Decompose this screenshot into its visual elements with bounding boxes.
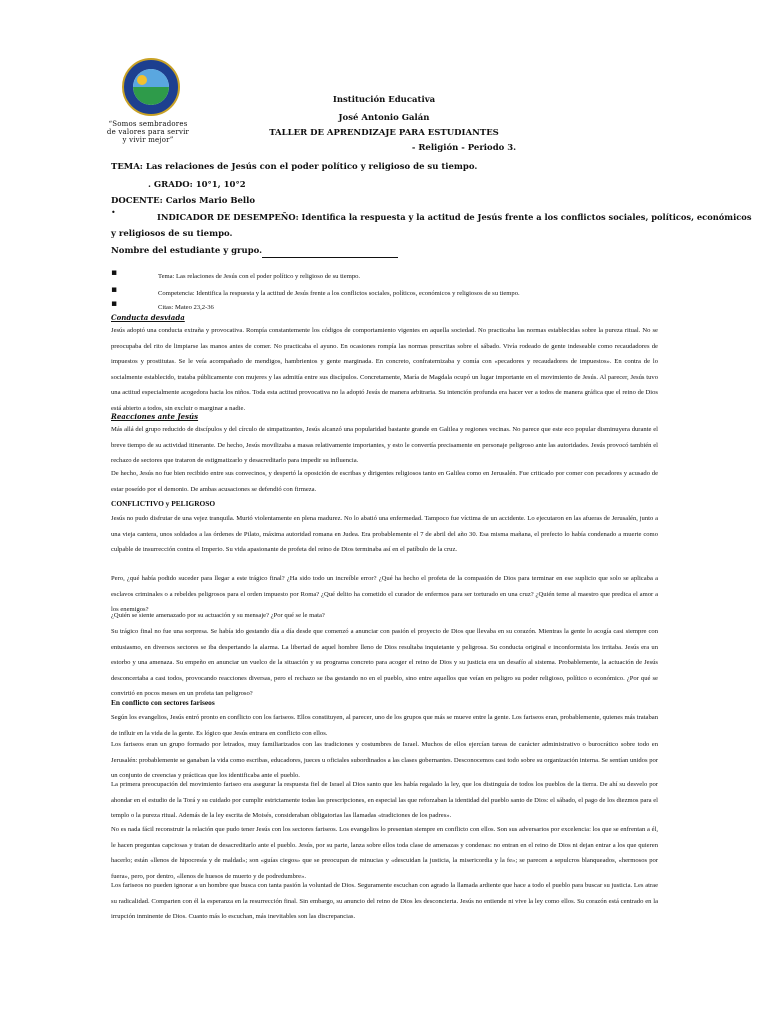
bullet-marker: ▪ bbox=[111, 268, 118, 278]
school-seal-icon bbox=[122, 58, 180, 116]
indicator-line bbox=[157, 212, 752, 222]
indicator-continuation: y religiosos de su tiempo. bbox=[111, 229, 233, 239]
indicator-label: INDICADOR DE DESEMPEÑO: bbox=[157, 212, 299, 222]
paragraph-fariseos-1: Según los evangelios, Jesús entró pronto en conflicto con los fariseos. Ellos constituyen, al parecer, uno de los grupos que más se mueve entre la gente. Los fariseos eran, probablemente, quienes más trataban de influir en la vida de la gente. Es lógico que Jesús entrara en conflicto con ellos. bbox=[111, 714, 658, 737]
student-name-blank[interactable] bbox=[262, 257, 398, 258]
paragraph-reacciones-2: De hecho, Jesús no fue bien recibido entre sus convecinos, y despertó la oposición de escribas y dirigentes religiosos tanto en Galilea como en Jerusalén. Fue criticado por comer con pecadores y acusado de estar poseído por el demonio. De ambas acusaciones se defendió con firmeza. bbox=[111, 470, 658, 493]
institution-title: Institución Educativa bbox=[332, 95, 436, 105]
section-heading-fariseos: En conflicto con sectores fariseos bbox=[111, 698, 215, 707]
section-heading-reacciones: Reacciones ante Jesús bbox=[111, 412, 199, 421]
indicator-bullet: • bbox=[111, 208, 116, 217]
section-heading-conflictivo: CONFLICTIVO y PELIGROSO bbox=[111, 499, 216, 508]
paragraph-conflictivo-3: ¿Quién se siente amenazado por su actuación y su mensaje? ¿Por qué se le mata? bbox=[111, 612, 325, 619]
grado-line: . GRADO: 10°1, 10°2 bbox=[148, 180, 246, 190]
paragraph-conducta: Jesús adoptó una conducta extraña y provocativa. Rompía constantemente los códigos de comportamiento vigentes en aquella sociedad. No practicaba las normas establecidas sobre la pureza ritual. No se preocupaba del rito de limpiarse las manos antes de comer. No practicaba el ayuno. En ocasiones rompía las normas prescritas sobre el sábado. Vivía rodeado de gente indeseable como recaudadores de impuestos y prostitutas. Se le veía acompañado de mendigos, hambrientos y gente marginada. En concreto, confraternizaba y comía con «pecadores y recaudadores de impuestos». En contra de lo socialmente establecido, trataba públicamente con mujeres y las admitía entre sus discípulos. Concretamente, María de Magdala ocupó un lugar importante en el movimiento de Jesús. Al parecer, Jesús tuvo una actitud especialmente acogedora hacia los niños. Toda esta actitud provocativa no la adoptó Jesús de manera arbitraria. Su intención profunda era hacer ver a todos de manera gráfica que el reino de Dios está abierto a todos, sin excluir o marginar a nadie. bbox=[111, 327, 658, 412]
section-heading-conducta: Conducta desviada bbox=[111, 313, 185, 322]
paragraph-fariseos-5: Los fariseos no pueden ignorar a un hombre que busca con tanta pasión la voluntad de Dios. Seguramente escuchan con agrado la llamada ardiente que hace a todo el pueblo para buscar su justicia. Les atrae su radicalidad. Comparten con él la esperanza en la resurrección final. Sin embargo, su anuncio del reino de Dios les desconcierta. Jesús no entiende ni vive la ley como ellos. Su corazón está centrado en la irrupción inminente de Dios. Cuanto más lo escuchan, más inevitables son las discrepancias. bbox=[111, 882, 658, 921]
student-name-label: Nombre del estudiante y grupo. bbox=[111, 246, 263, 256]
bullet-marker: ▪ bbox=[111, 299, 118, 309]
bullet-marker: ▪ bbox=[111, 285, 118, 295]
subject-period: - Religión - Periodo 3. bbox=[411, 143, 517, 153]
bullet-text-citas: Citas: Mateo 23,2-36 bbox=[158, 304, 214, 311]
bullet-text-competencia: Competencia: Identifica la respuesta y la actitud de Jesús frente a los conflictos sociales, políticos, económicos y religiosos de su tiempo. bbox=[158, 290, 520, 297]
indicator-text: Identifica la respuesta y la actitud de Jesús frente a los conflictos sociales, políticos, económicos bbox=[298, 212, 752, 222]
workshop-title: TALLER DE APRENDIZAJE PARA ESTUDIANTES bbox=[269, 128, 499, 138]
paragraph-reacciones-1: Más allá del grupo reducido de discípulos y del círculo de simpatizantes, Jesús alcanzó una popularidad bastante grande en Galilea y regiones vecinas. No parece que este eco popular disminuyera durante el breve tiempo de su actividad itinerante. De hecho, Jesús movilizaba a masas relativamente importantes, y esto le convertía precisamente en personaje peligroso ante las autoridades. Jesús provocó también el rechazo de sectores que trataron de estigmatizarlo y desacreditarlo para impedir su influencia. bbox=[111, 426, 658, 465]
logo-motto: “Somos sembradores de valores para servir y vivir mejor” bbox=[106, 120, 190, 144]
school-name: José Antonio Galán bbox=[338, 113, 430, 123]
paragraph-fariseos-3: La primera preocupación del movimiento fariseo era asegurar la respuesta fiel de Israel al Dios santo que les había regalado la ley, que los distinguía de todos los pueblos de la tierra. De ahí su desvelo por ahondar en el estudio de la Torá y su cuidado por cumplir estrictamente todas las prescripciones, en especial las que reforzaban la identidad del pueblo santo de Dios: el sábado, el pago de los diezmos para el templo o la pureza ritual. Además de la ley escrita de Moisés, consideraban obligatorias las llamadas «tradiciones de los padres». bbox=[111, 781, 658, 820]
tema-line: TEMA: Las relaciones de Jesús con el poder político y religioso de su tiempo. bbox=[111, 162, 478, 172]
paragraph-conflictivo-4: Su trágico final no fue una sorpresa. Se había ido gestando día a día desde que comenzó a anunciar con pasión el proyecto de Dios que llevaba en su corazón. Mientras la gente lo acogía casi siempre con entusiasmo, en diversos sectores se iba despertando la alarma. La libertad de aquel hombre lleno de Dios resultaba inquietante y peligrosa. Su conducta original e inconformista los irritaba. Jesús era un estorbo y una amenaza. Su empeño en anunciar un vuelco de la situación y su programa concreto para acoger el reino de Dios y su justicia era un desafío al sistema. Probablemente, la actuación de Jesús desconcertaba a casi todos, provocando reacciones diversas, pero el rechazo se iba gestando no en el pueblo, sino entre aquellos que veían en peligro su poder religioso, político o económico. ¿Por qué se convirtió en pocos meses en un profeta tan peligroso? bbox=[111, 628, 658, 698]
paragraph-fariseos-4: No es nada fácil reconstruir la relación que pudo tener Jesús con los sectores fariseos. Los evangelios lo presentan siempre en conflicto con ellos. Son sus adversarios por excelencia: los que se enfrentan a él, le hacen preguntas capciosas y tratan de desacreditarlo ante el pueblo. Jesús, por su parte, lanza sobre ellos toda clase de amenazas y condenas: no entran en el reino de Dios ni dejan entrar a los que quieren hacerlo; están «llenos de hipocresía y de maldad»; son «guías ciegos» que se preocupan de minucias y «descuidan la justicia, la misericordia y la fe»; se parecen a sepulcros blanqueados, «hermosos por fuera», pero, por dentro, «llenos de huesos de muerto y de podredumbre». bbox=[111, 826, 658, 880]
paragraph-conflictivo-2: Pero, ¿qué había podido suceder para llegar a este trágico final? ¿Ha sido todo un increíble error? ¿Qué ha hecho el profeta de la compasión de Dios para terminar en ese suplicio que solo se aplicaba a esclavos criminales o a rebeldes peligrosos para el orden impuesto por Roma? ¿Qué delito ha cometido el curador de enfermos para ser torturado en una cruz? ¿Quién teme al maestro que predica el amor a los enemigos? bbox=[111, 575, 658, 614]
paragraph-conflictivo-1: Jesús no pudo disfrutar de una vejez tranquila. Murió violentamente en plena madurez. No lo abatió una enfermedad. Tampoco fue víctima de un accidente. Lo ejecutaron en las afueras de Jerusalén, junto a una vieja cantera, unos soldados a las órdenes de Pilato, máxima autoridad romana en Judea. Era probablemente el 7 de abril del año 30. Esa misma mañana, el prefecto lo había condenado a muerte como culpable de insurrección contra el Imperio. Su vida apasionante de profeta del reino de Dios terminaba así en el patíbulo de la cruz. bbox=[111, 515, 658, 554]
bullet-text-tema: Tema: Las relaciones de Jesús con el poder político y religioso de su tiempo. bbox=[158, 273, 361, 280]
docente-line: DOCENTE: Carlos Mario Bello bbox=[111, 196, 256, 206]
paragraph-fariseos-2: Los fariseos eran un grupo formado por letrados, muy familiarizados con las tradiciones y costumbres de Israel. Muchos de ellos ejercían tareas de carácter administrativo o burocrático sobre todo en Jerusalén: probablemente se ganaban la vida como escribas, educadores, jueces u oficiales subordinados a las clases gobernantes. Desconocemos casi todo sobre su organización interna. Se sentían unidos por un conjunto de creencias y prácticas que los identificaba ante el pueblo. bbox=[111, 741, 658, 780]
